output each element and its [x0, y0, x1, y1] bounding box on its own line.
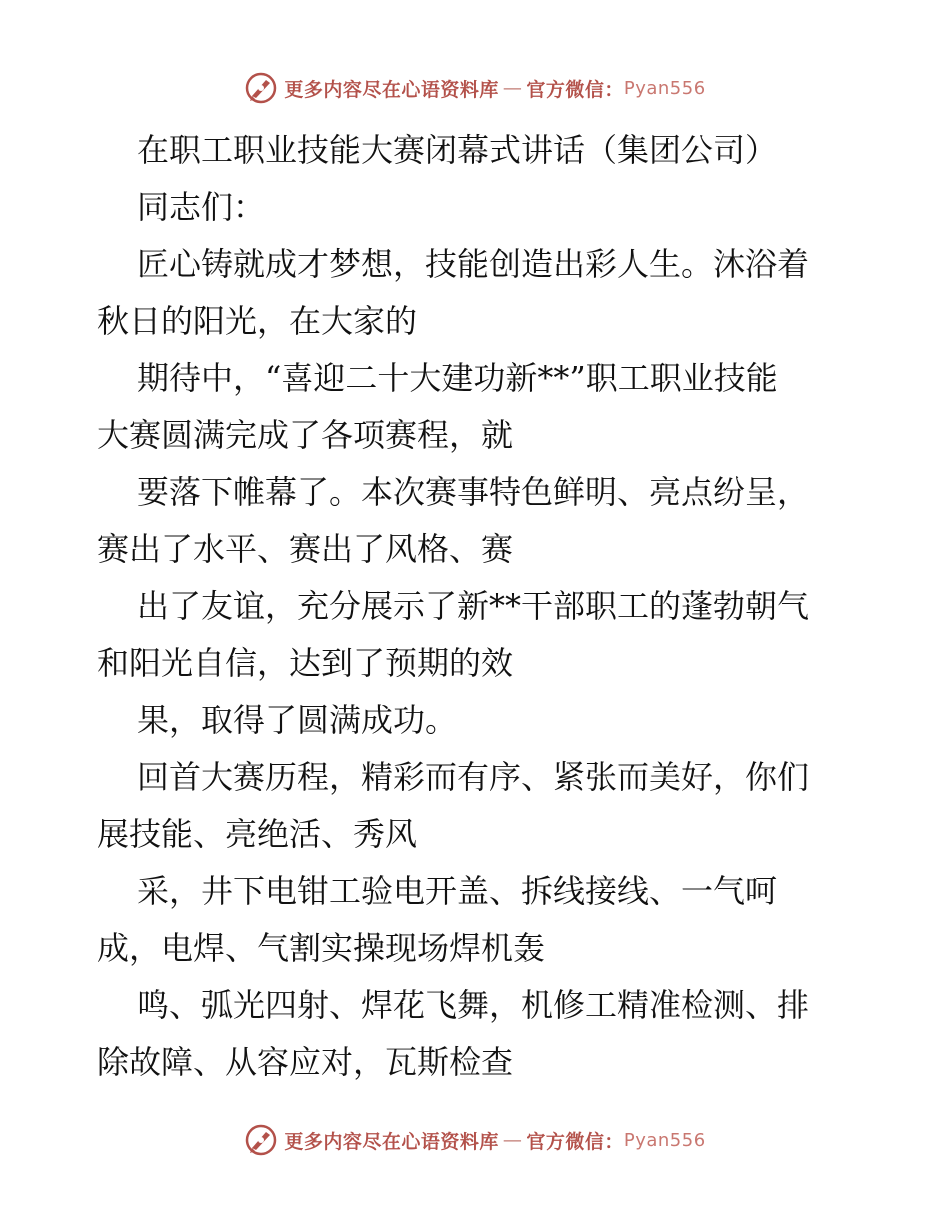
banner-separator: —: [502, 77, 523, 99]
text-line: 出了友谊，充分展示了新**干部职工的蓬勃朝气: [137, 587, 810, 625]
banner-label: 官方微信：: [526, 1130, 624, 1153]
banner-label: 官方微信：: [526, 78, 624, 101]
text-line: 和阳光自信，达到了预期的效: [97, 644, 514, 682]
text-line: 采，井下电钳工验电开盖、拆线接线、一气呵: [137, 872, 778, 910]
text-line: 果，取得了圆满成功。: [137, 701, 458, 739]
text-line: 期待中，“喜迎二十大建功新**”职工职业技能: [137, 359, 778, 397]
banner-separator: —: [502, 1129, 523, 1151]
pen-circle-logo-icon: [244, 71, 278, 105]
document-title: 在职工职业技能大赛闭幕式讲话（集团公司）: [137, 131, 778, 169]
document-body: [97, 122, 857, 1091]
text-line: 匠心铸就成才梦想，技能创造出彩人生。沐浴着: [137, 245, 810, 283]
text-line: 回首大赛历程，精彩而有序、紧张而美好，你们: [137, 758, 810, 796]
banner-wechat-id: Pyan556: [623, 1129, 706, 1151]
text-line: 除故障、从容应对，瓦斯检查: [97, 1043, 514, 1081]
text-line: 要落下帷幕了。本次赛事特色鲜明、亮点纷呈，: [137, 473, 810, 511]
header-watermark-banner: [0, 68, 950, 108]
text-line: 成，电焊、气割实操现场焊机轰: [97, 929, 546, 967]
text-line: 大赛圆满完成了各项赛程，就: [97, 416, 514, 454]
footer-watermark-banner: [0, 1120, 950, 1160]
banner-main-text: 更多内容尽在心语资料库: [284, 1130, 499, 1153]
pen-circle-logo-icon: [244, 1123, 278, 1157]
text-line: 展技能、亮绝活、秀风: [97, 815, 418, 853]
text-line: 秋日的阳光，在大家的: [97, 302, 418, 340]
salutation: 同志们：: [137, 188, 266, 226]
banner-main-text: 更多内容尽在心语资料库: [284, 78, 499, 101]
text-line: 赛出了水平、赛出了风格、赛: [97, 530, 514, 568]
text-line: 鸣、弧光四射、焊花飞舞，机修工精准检测、排: [137, 986, 810, 1024]
banner-wechat-id: Pyan556: [623, 77, 706, 99]
